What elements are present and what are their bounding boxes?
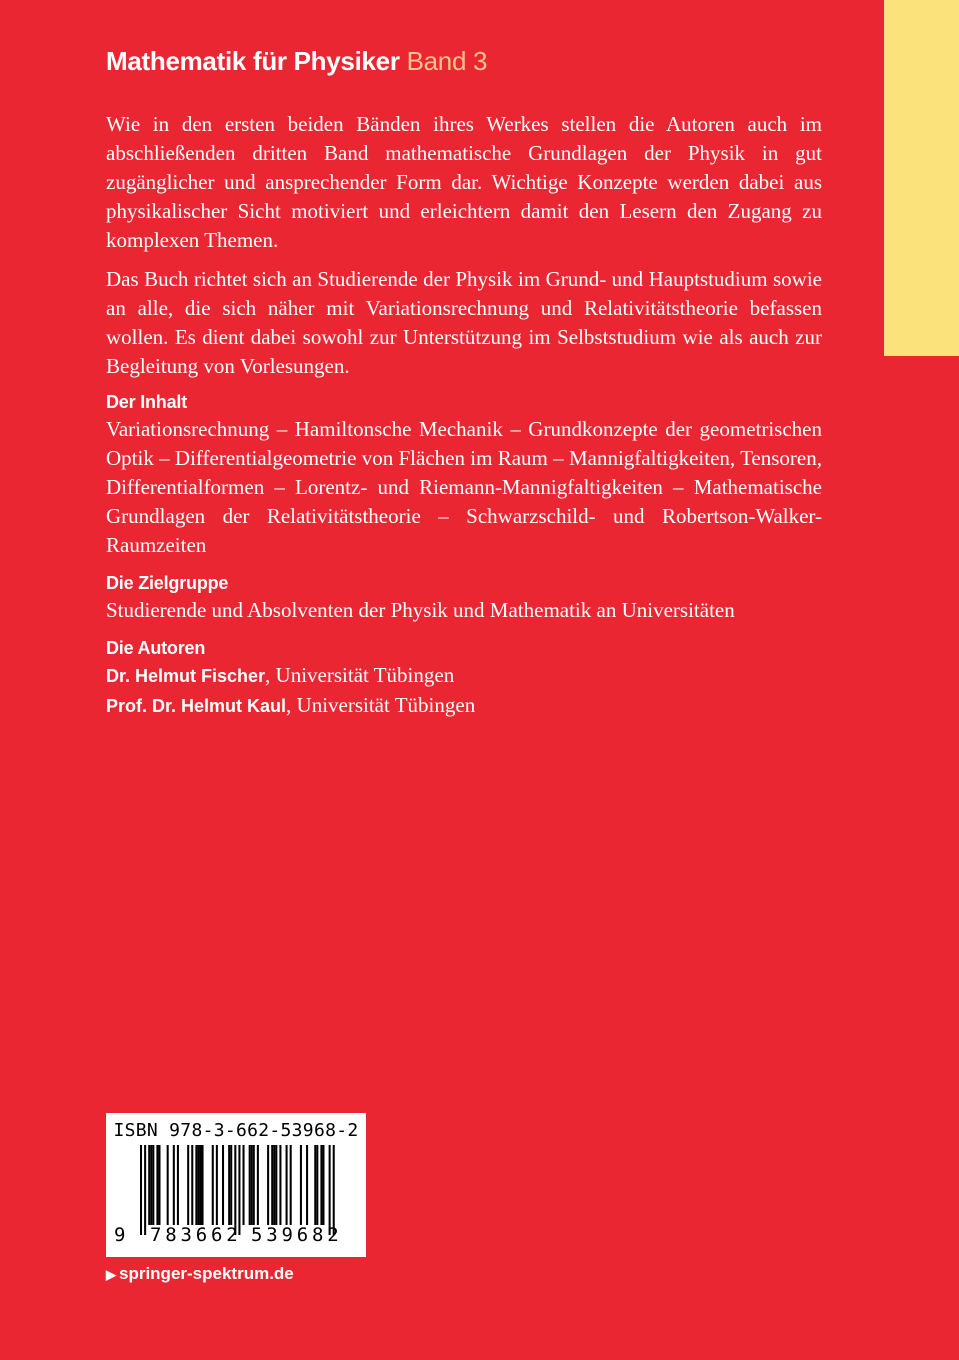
author-affiliation: , Universität Tübingen [265,663,455,687]
barcode-bar [150,1145,152,1225]
contents-section [106,389,822,560]
barcode-bar [173,1145,175,1225]
author-line [106,661,822,691]
contents-heading: Der Inhalt [106,392,188,412]
barcode-guard-bar [238,1145,240,1235]
barcode-guard-bar [333,1145,335,1235]
ean-left-digits: 783662 [150,1224,242,1246]
barcode-guard-bar [144,1145,146,1235]
barcode-bar [177,1145,179,1225]
website-url[interactable]: springer-spektrum.de [119,1264,294,1283]
barcode-bar [314,1145,316,1225]
barcode-bar [156,1145,158,1225]
barcode-guard-bar [329,1145,331,1235]
author-name: Dr. Helmut Fischer [106,666,266,686]
barcode-bar [257,1145,259,1225]
barcode-bar [167,1145,169,1225]
barcode-bar [158,1145,160,1225]
barcode-bar [228,1145,230,1225]
volume-label: Band 3 [406,46,488,76]
barcode-guard-bar [140,1145,142,1235]
contents-text: Variationsrechnung – Hamiltonsche Mechanik – Grundkonzepte der geometrischen Optik – Differentialgeometrie von Flächen im Raum – Mannigfaltigkeiten, Tensoren, Differentialformen – Lorentz- und Riemann-Mannigfaltigkeiten – Mathematische Grundlagen der Relativitätstheorie – Schwarzschild- und Robertson-Walker-Raumzeiten [106,417,822,557]
ean-right-digits: 539682 [251,1224,343,1246]
author-name: Prof. Dr. Helmut Kaul [106,696,287,716]
barcode-bar [320,1145,322,1225]
publisher-website[interactable] [106,1264,294,1284]
barcode-bar [290,1145,292,1225]
barcode-bar [243,1145,245,1225]
back-cover-text [106,110,822,721]
ean-first-digit: 9 [114,1224,126,1246]
barcode-bar [271,1145,273,1225]
barcode-bar [249,1145,251,1225]
authors-heading: Die Autoren [106,638,206,658]
intro-paragraph-1: Wie in den ersten beiden Bänden ihres Werkes stellen die Autoren auch im abschließenden dritten Band mathematische Grundlagen der Physik in gut zugänglicher und ansprechender Form dar. Wichtige Konzepte werden dabei aus physikalischer Sicht motiviert und erleichtern damit den Lesern den Zugang zu komplexen Themen. [106,112,822,252]
barcode-bar [322,1145,324,1225]
triangle-right-icon: ▶ [106,1267,116,1282]
yellow-tab [884,0,959,356]
author-line [106,691,822,721]
barcode-bar [195,1145,197,1225]
series-title [106,46,487,77]
audience-heading: Die Zielgruppe [106,573,229,593]
barcode-bar [273,1145,275,1225]
barcode-bar [222,1145,224,1225]
authors-section [106,635,822,721]
audience-text: Studierende und Absolventen der Physik und Mathematik an Universitäten [106,598,735,622]
barcode-bar [286,1145,288,1225]
barcode-bar [230,1145,232,1225]
barcode-bar [253,1145,255,1225]
isbn-label: ISBN 978-3-662-53968-2 [113,1120,359,1141]
barcode-guard-bar [234,1145,236,1235]
barcode-bar [306,1145,308,1225]
barcode-bar [199,1145,201,1225]
barcode-bar [267,1145,269,1225]
barcode-bar [187,1145,189,1225]
audience-section [106,570,822,625]
barcode-bar [275,1145,277,1225]
barcode-bar [191,1145,193,1225]
barcode-bar [152,1145,154,1225]
intro-paragraph-2: Das Buch richtet sich an Studierende der Physik im Grund- und Hauptstudium sowie an alle, die sich näher mit Variationsrechnung und Relativitätstheorie befassen wollen. Es dient dabei sowohl zur Unterstützung im Selbststudium wie als auch zur Begleitung von Vorlesungen. [106,267,822,378]
isbn-barcode [106,1113,366,1257]
barcode-bar [300,1145,302,1225]
series-name: Mathematik für Physiker [106,46,400,76]
author-affiliation: , Universität Tübingen [286,693,476,717]
barcode-bar [316,1145,318,1225]
barcode-bar [216,1145,218,1225]
barcode-bar [148,1145,150,1225]
barcode-bar [251,1145,253,1225]
barcode-bar [202,1145,204,1225]
barcode-bar [197,1145,199,1225]
barcode-bar [212,1145,214,1225]
barcode-bar [279,1145,281,1225]
